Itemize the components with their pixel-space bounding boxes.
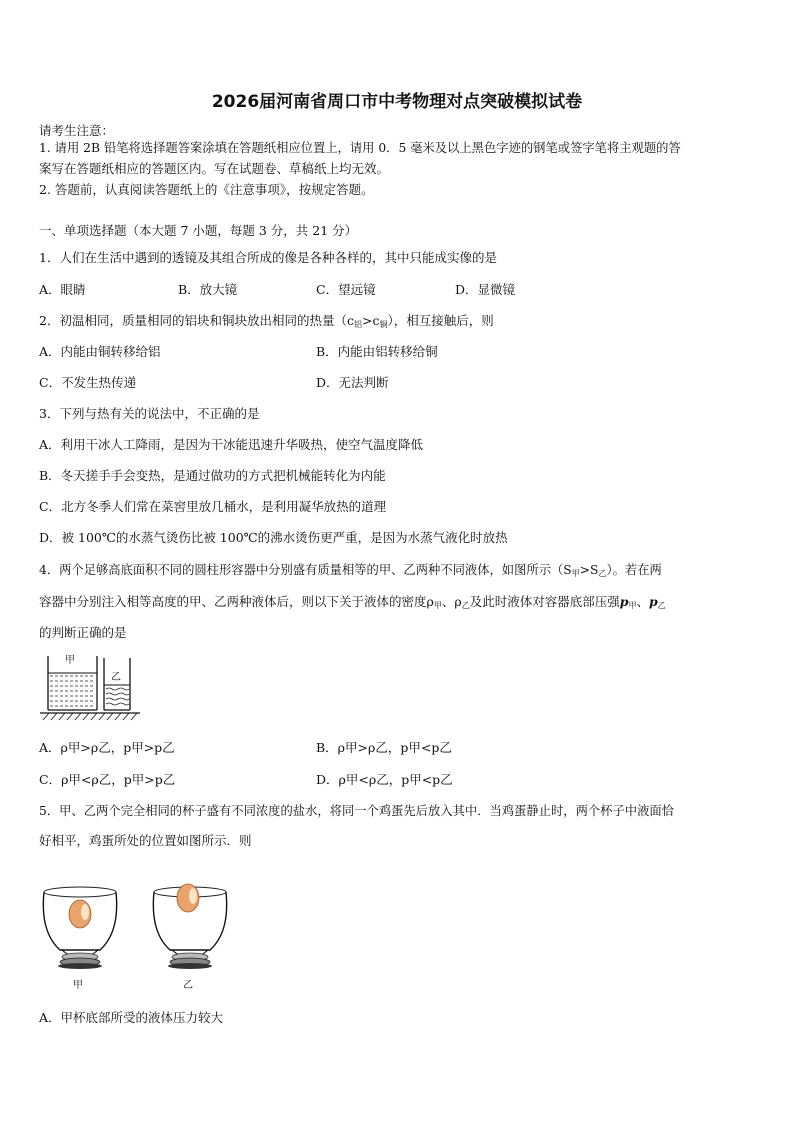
q4-figure-label-right: 乙 bbox=[111, 672, 121, 683]
q4-option-a[interactable]: A．ρ甲>ρ乙，p甲>p乙 bbox=[39, 740, 175, 755]
q4-figure-label-left: 甲 bbox=[65, 655, 75, 666]
q4-option-b[interactable]: B．ρ甲>ρ乙，p甲<p乙 bbox=[316, 740, 452, 755]
q3-option-b[interactable]: B．冬天搓手手会变热，是通过做功的方式把机械能转化为内能 bbox=[39, 468, 386, 483]
q2-option-a[interactable]: A．内能由铜转移给铝 bbox=[39, 344, 161, 359]
q3-option-a[interactable]: A．利用干冰人工降雨，是因为干冰能迅速升华吸热，使空气温度降低 bbox=[39, 437, 424, 452]
q3-option-c[interactable]: C．北方冬季人们常在菜窖里放几桶水，是利用凝华放热的道理 bbox=[39, 499, 387, 514]
q5-figure-label-left: 甲 bbox=[73, 980, 83, 991]
q4-stem-line-3: 的判断正确的是 bbox=[39, 625, 127, 640]
q5-figure-label-right: 乙 bbox=[183, 980, 193, 991]
q2-stem: 2．初温相同，质量相同的铝块和铜块放出相同的热量$(c_铝>c_铜)$，相互接触后，则 bbox=[39, 313, 494, 329]
q4-stem-line-2: 容器中分别注入相等高度的甲、乙两种液体后，则以下关于液体的密度$\rho_甲$、$\rho_乙$及此时液体对容器底部压强$p_甲$、$p_乙$ bbox=[39, 594, 666, 610]
notice-line-1: 1. 请用 2B 铅笔将选择题答案涂填在答题纸相应位置上，请用 0．5 毫米及以上黑色字迹的钢笔或签字笔将主观题的答 bbox=[39, 141, 681, 155]
q1-option-b[interactable]: B．放大镜 bbox=[178, 282, 238, 297]
q1-option-c[interactable]: C．望远镜 bbox=[316, 282, 376, 297]
q2-option-b[interactable]: B．内能由铝转移给铜 bbox=[316, 344, 438, 359]
q2-option-d[interactable]: D．无法判断 bbox=[316, 375, 389, 390]
q4-option-d[interactable]: D．ρ甲<ρ乙，p甲<p乙 bbox=[316, 772, 453, 787]
q4-stem-line-1: 4．两个足够高底面积不同的圆柱形容器中分别盛有质量相等的甲、乙两种不同液体，如图所示$(S_甲>S_乙)$。若在两 bbox=[39, 563, 662, 578]
q5-stem-line-1: 5．甲、乙两个完全相同的杯子盛有不同浓度的盐水，将同一个鸡蛋先后放入其中．当鸡蛋静止时，两个杯子中液面恰 bbox=[39, 804, 674, 818]
q4-containers-figure bbox=[40, 650, 145, 722]
q5-option-a[interactable]: A．甲杯底部所受的液体压力较大 bbox=[39, 1010, 224, 1025]
q3-option-d[interactable]: D．被 100℃的水蒸气烫伤比被 100℃的沸水烫伤更严重，是因为水蒸气液化时放热 bbox=[39, 530, 508, 545]
q5-cups-figure bbox=[38, 870, 248, 982]
section-heading: 一、单项选择题（本大题 7 小题，每题 3 分，共 21 分） bbox=[39, 223, 358, 238]
q3-stem: 3．下列与热有关的说法中，不正确的是 bbox=[39, 406, 260, 421]
notice-line-1b: 案写在答题纸相应的答题区内。写在试题卷、草稿纸上均无效。 bbox=[39, 161, 390, 176]
q2-option-c[interactable]: C．不发生热传递 bbox=[39, 375, 137, 390]
q1-stem: 1．人们在生活中遇到的透镜及其组合所成的像是各种各样的，其中只能成实像的是 bbox=[39, 250, 497, 265]
notice-line-2: 2. 答题前，认真阅读答题纸上的《注意事项》，按规定答题。 bbox=[39, 182, 374, 197]
q5-stem-line-2: 好相平，鸡蛋所处的位置如图所示．则 bbox=[39, 833, 252, 848]
q4-option-c[interactable]: C．ρ甲<ρ乙，p甲>p乙 bbox=[39, 772, 176, 787]
notice-heading: 请考生注意： bbox=[39, 123, 115, 138]
page-title: 2026届河南省周口市中考物理对点突破模拟试卷 bbox=[211, 92, 583, 112]
q1-option-a[interactable]: A．眼睛 bbox=[39, 282, 86, 297]
q1-option-d[interactable]: D．显微镜 bbox=[455, 282, 516, 297]
